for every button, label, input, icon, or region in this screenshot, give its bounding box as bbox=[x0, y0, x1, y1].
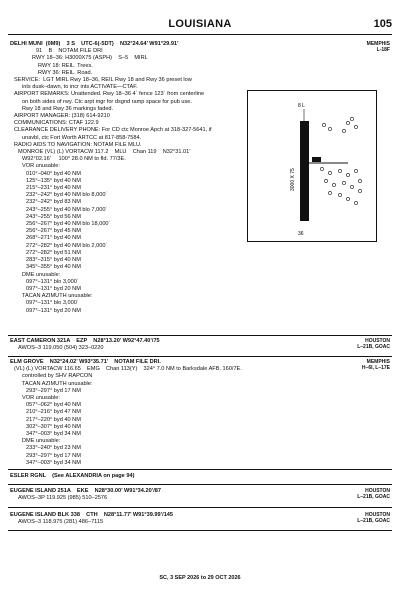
east-cameron-entry bbox=[10, 338, 160, 352]
list-item: 347°–003° byd 34 NM bbox=[26, 431, 81, 438]
east-cameron-tag-region: HOUSTON bbox=[365, 338, 390, 344]
delhi-vor-list bbox=[10, 171, 212, 272]
list-item: 243°–255° byd 40 NM blo 7,000´ bbox=[26, 206, 108, 213]
delhi-airport-diagram bbox=[247, 90, 377, 242]
elm-grove-tacan-header: TACAN AZIMUTH unusable: bbox=[22, 380, 93, 387]
eugene-338-tag-charts: L–21B, GOAC bbox=[357, 518, 390, 524]
delhi-clearance-cont: unavbl, ctc Fort Worth ARTCC at 817-858-7584. bbox=[22, 134, 142, 141]
esler-header: ESLER RGNL (See ALEXANDRIA on page 94) bbox=[10, 473, 135, 479]
delhi-header-line2: 91 B NOTAM FILE DRI bbox=[36, 48, 103, 55]
delhi-comms: COMMUNICATIONS: CTAF 122.9 bbox=[14, 120, 99, 127]
delhi-tacan-header: TACAN AZIMUTH unusable: bbox=[22, 293, 93, 300]
delhi-chart-tags bbox=[367, 41, 390, 53]
diagram-label-top: 8 L bbox=[298, 103, 305, 109]
delhi-tag-region: MEMPHIS bbox=[366, 41, 390, 47]
eugene-251a-tag-charts: L–21B, GOAC bbox=[357, 494, 390, 500]
list-item: 272°–282° byd 40 NM blo 2,000´ bbox=[26, 242, 108, 249]
delhi-rwy36: RWY 36: REIL. Road. bbox=[38, 69, 93, 76]
list-item: 210°–216° byd 47 NM bbox=[26, 409, 81, 416]
eugene-338-tag-region: HOUSTON bbox=[365, 512, 390, 518]
elm-grove-dme-list bbox=[10, 445, 242, 467]
elm-grove-tags bbox=[362, 359, 390, 371]
section-divider-2 bbox=[8, 356, 392, 357]
page-footer: SC, 3 SEP 2026 to 29 OCT 2026 bbox=[159, 575, 241, 581]
list-item: 097°–131° byd 20 NM bbox=[26, 307, 81, 314]
page-number: 105 bbox=[373, 18, 392, 30]
list-item: 010°–040° byd 40 NM bbox=[26, 170, 81, 177]
list-item: 097°–131° blo 3,000´ bbox=[26, 300, 79, 307]
list-item: 125°–135° byd 40 NM bbox=[26, 177, 81, 184]
eugene-338-awos: AWOS–3 118.975 (281) 486–7115 bbox=[18, 519, 104, 526]
section-divider-5 bbox=[8, 507, 392, 508]
eugene-251a-tags bbox=[357, 488, 390, 500]
diagram-label-bottom: 36 bbox=[298, 231, 304, 237]
list-item: 232°–242° byd 40 NM blo 8,000´ bbox=[26, 192, 108, 199]
delhi-service: SERVICE: LGT MIRL Rwy 18–36, REIL Rwy 18 and Rwy 36 preset low bbox=[14, 77, 192, 84]
page-state-title: LOUISIANA bbox=[168, 18, 232, 30]
delhi-vor-header: VOR unusable: bbox=[22, 163, 60, 170]
delhi-monroe-cont: W92°02.16’ 100° 28.0 NM to fld. 77/3E. bbox=[22, 156, 126, 163]
elm-grove-tacan-list bbox=[10, 388, 242, 395]
delhi-header-line: DELHI MUNI (0M9) 3 S UTC-6(-5DT) N32°24.64’ W91°29.91’ bbox=[10, 41, 179, 47]
east-cameron-awos: AWOS–3 119.050 (504) 323–0220 bbox=[18, 345, 104, 352]
list-item: 233°–240° byd 23 NM bbox=[26, 445, 81, 452]
list-item: 345°–355° byd 40 NM bbox=[26, 264, 81, 271]
east-cameron-tags bbox=[357, 338, 390, 350]
delhi-radio: RADIO AIDS TO NAVIGATION: NOTAM FILE MLU. bbox=[14, 141, 142, 148]
diagram-runway-dims: 3000 X 75 bbox=[290, 168, 296, 191]
runway-strip bbox=[300, 121, 309, 221]
header-rule bbox=[8, 34, 392, 35]
list-item: 347°–003° byd 34 NM bbox=[26, 459, 81, 466]
section-divider-1 bbox=[8, 335, 392, 336]
eugene-338-entry bbox=[10, 512, 173, 526]
eugene-338-tags bbox=[357, 512, 390, 524]
list-item: 256°–267° byd 45 NM bbox=[26, 228, 81, 235]
delhi-clearance: CLEARANCE DELIVERY PHONE: For CD ctc Monroe Apch at 318-327-5641, if bbox=[14, 127, 212, 134]
elm-grove-control: controlled by SHV RAPCON bbox=[22, 373, 93, 380]
eugene-251a-awos: AWOS–3P 119.925 (985) 510–2576 bbox=[18, 495, 108, 502]
apron-building bbox=[312, 157, 321, 162]
delhi-remarks-cont2: Rwy 18 and Rwy 36 markings faded. bbox=[22, 105, 114, 112]
section-divider-3 bbox=[8, 469, 392, 470]
list-item: 283°–315° byd 40 NM bbox=[26, 257, 81, 264]
eugene-251a-tag-region: HOUSTON bbox=[365, 488, 390, 494]
list-item: 232°–242° byd 83 NM bbox=[26, 199, 81, 206]
elm-grove-entry bbox=[10, 359, 242, 467]
elm-grove-dme-header: DME unusable: bbox=[22, 438, 61, 445]
delhi-dme-list bbox=[10, 279, 212, 293]
elm-grove-tag-region: MEMPHIS bbox=[366, 359, 390, 365]
list-item: 256°–267° byd 40 NM blo 18,000´ bbox=[26, 221, 111, 228]
elm-grove-tag-charts: H–6I, L–17E bbox=[361, 365, 390, 371]
list-item: 272°–282° byd 51 NM bbox=[26, 249, 81, 256]
delhi-manager: AIRPORT MANAGER: (318) 614-9210 bbox=[14, 113, 110, 120]
list-item: 057°–062° byd 40 NM bbox=[26, 402, 81, 409]
list-item: 268°–271° byd 40 NM bbox=[26, 235, 81, 242]
delhi-entry bbox=[10, 41, 212, 315]
eugene-251a-entry bbox=[10, 488, 161, 502]
delhi-service-cont: ints dusk–dawn, to incr ints ACTIVATE—CTAF. bbox=[22, 84, 138, 91]
delhi-rwy18: RWY 18: REIL. Trees. bbox=[38, 62, 93, 69]
elm-grove-vor-header: VOR unusable: bbox=[22, 395, 60, 402]
east-cameron-header: EAST CAMERON 321A EZP N28°13.20’ W92°47.40’/75 bbox=[10, 338, 160, 344]
east-cameron-tag-charts: L–21B, GOAC bbox=[357, 344, 390, 350]
delhi-tacan-list bbox=[10, 300, 212, 314]
trees-group bbox=[320, 117, 361, 204]
section-divider-4 bbox=[8, 484, 392, 485]
esler-entry bbox=[10, 473, 134, 480]
list-item: 217°–220° byd 40 NM bbox=[26, 416, 81, 423]
list-item: 302°–307° byd 40 NM bbox=[26, 423, 81, 430]
elm-grove-vor-list bbox=[10, 402, 242, 438]
list-item: 097°–131° blo 3,000´ bbox=[26, 278, 79, 285]
eugene-338-header: EUGENE ISLAND BLK 338 CTH N28°11.77’ W91°39.99’/145 bbox=[10, 512, 174, 518]
list-item: 243°–255° byd 56 NM bbox=[26, 213, 81, 220]
runway-diagram-svg bbox=[248, 91, 376, 241]
list-item: 293°–297° byd 17 NM bbox=[26, 387, 81, 394]
list-item: 097°–131° byd 20 NM bbox=[26, 285, 81, 292]
elm-grove-vortac: (VL) (L) VORTACW 116.65 EMG Chan 113(Y) 324° 7.0 NM to Barksdale AFB. 160/7E. bbox=[14, 366, 242, 373]
delhi-tag-charts: L-18F bbox=[376, 47, 390, 53]
section-divider-6 bbox=[8, 530, 392, 531]
delhi-monroe: MONROE (VL) (L) VORTACW 117.2 MLU Chan 119 N32°31.01’ bbox=[18, 149, 191, 156]
list-item: 215°–231° byd 40 NM bbox=[26, 185, 81, 192]
delhi-dme-header: DME unusable: bbox=[22, 271, 61, 278]
elm-grove-header: ELM GROVE N32°24.02’ W93°35.71’ NOTAM FILE DRI. bbox=[10, 359, 161, 365]
delhi-remarks-cont: on both sides of rwy. Ctc arpt mgr for dsgnd ramp space for pub use. bbox=[22, 98, 192, 105]
list-item: 293°–297° byd 17 NM bbox=[26, 452, 81, 459]
delhi-remarks: AIRPORT REMARKS: Unattended. Rwy 18–36 4´ fence 123´ from centerline bbox=[14, 91, 205, 98]
eugene-251a-header: EUGENE ISLAND 251A EKE N28°30.00’ W91°34.20’/87 bbox=[10, 488, 162, 494]
delhi-runway-line: RWY 18–36: H3000X75 (ASPH) S–5 MIRL bbox=[32, 55, 148, 62]
